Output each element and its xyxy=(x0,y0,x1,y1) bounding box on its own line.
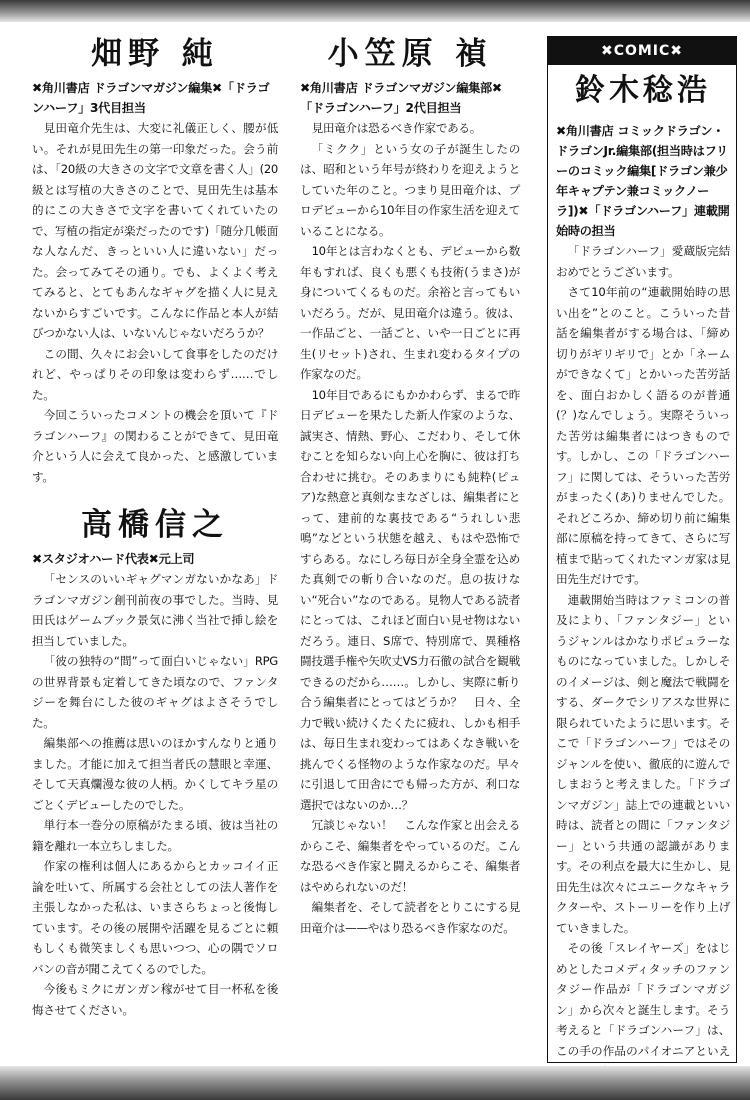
paragraph: 編集者を、そして読者をとりこにする見田竜介は——やはり恐るべき作家なのだ。 xyxy=(300,900,520,935)
paragraph: 10年目であるにもかかわらず、まるで昨日デビューを果たした新人作家のような、誠実さ、情熱、野心、こだわり、そして休むことを知らない向上心を胸に、彼は打ち合わせに挑む。そのあまりにも純粋(ピュア)な熱意と真剣なまなざしは、編集者にとって、建前的な裏技である“うれしい悲鳴”などという状態を越え、もはや恐怖ですらある。なにしろ毎日が全身全霊を込めた真剣での斬り合いなのだ。息の抜けない“死合い”なのである。見物人である読者にとっては、これほど面白い見せ物はないだろう。連日、S席で、特別席で、異種格闘技選手権や矢吹丈VS力石徹の試合を観戦できるのだから……。しかし、実際に斬り合う編集者にとってはどうか？ 日々、全力で戦い続けくたくたに疲れ、しかも相手は、毎日生まれ変わってはあくなき戦いを挑んでくる怪物のような作家なのだ。早々に引退して田舎にでも帰った方が、利口な選択ではないのか…？ xyxy=(300,387,520,812)
author-affiliation: ✖スタジオハード代表✖元上司 xyxy=(32,552,195,566)
paragraph: 作家の権利は個人にあるからとカッコイイ正論を吐いて、所属する会社としての法人著作を主張しなかった私は、いまさらちょっと後悔しています。その後の展開や活躍を見るごとに頼もしくも微笑ましくも思いつつ、心の隅でソロバンの音が聞こえてくるのでした。 xyxy=(32,859,278,976)
paragraph: 連載開始当時はファミコンの普及により、「ファンタジー」というジャンルはかなりポピュラーなものになっていました。しかしそのイメージは、剣と魔法で戦闘をする、ダークでシリアスな世界に限られていたように思います。そこで「ドラゴンハーフ」ではそのジャンルを使い、徹底的に遊んでしまおうと考えました。「ドラゴンマガジン」誌上での連載といい時は、読者との間に「ファンタジー」という共通の認識があります。その利点を最大に生かし、見田先生は次々にユニークなキャラクターや、ストーリーを作り上げていきました。 xyxy=(556,592,730,935)
paragraph: 単行本一巻分の原稿がたまる頃、彼は当社の籍を離れ一本立ちしました。 xyxy=(32,818,278,853)
paragraph: 今後もミクにガンガン稼がせて目一杯私を後悔させてください。 xyxy=(32,982,278,1017)
author-name: 高橋信之 xyxy=(81,507,229,543)
top-scan-band xyxy=(0,0,750,22)
column-hatano xyxy=(32,34,278,1020)
paragraph: さて10年前の“連載開始時の思い出を”とのこと。こういった昔話を編集者がする場合は、「締め切りがギリギリで」とか「ネームができなくて」とかいった苦労話を、面白おかしく語るのが普通(？)なんでしょう。実際そういった苦労は編集者にはつきものです。しかし、この「ドラゴンハーフ」に関しては、そういった苦労がまったく(あ)りませんでした。それどころか、締め切り前に編集部に原稿を持ってきて、さらに写植まで貼ってくれたマンガ家は見田先生だけです。 xyxy=(556,285,730,586)
author-name: 畑野 純 xyxy=(91,36,219,72)
column-ogasawara xyxy=(300,34,520,938)
column-suzuki-boxed xyxy=(547,36,737,1063)
paragraph: 「彼の独特の“間”って面白いじゃない」RPGの世界背景も定着してきた頃なので、ファンタジーを舞台にした彼のギャグはよさそうでした。 xyxy=(32,654,278,730)
paragraph: 10年とは言わなくとも、デビューから数年もすれば、良くも悪くも技術(うまさ)が身についてくるものだ。余裕と言ってもいいだろう。だが、見田竜介は違う。彼は、一作品ごと、一話ごと、いや一日ごとに再生(リセット)され、生まれ変わるタイプの作家なのだ。 xyxy=(300,244,520,381)
paragraph: その後「スレイヤーズ」をはじめとしたコメディタッチのファンタジー作品が「ドラゴンマガジン」から次々と誕生します。そう考えると「ドラゴンハーフ」は、この手の作品のパイオニアといえ xyxy=(556,941,730,1058)
paragraph: 見田竜介は恐るべき作家である。 xyxy=(311,121,482,135)
bottom-scan-band xyxy=(0,1066,750,1100)
paragraph: 「ドラゴンハーフ」愛蔵版完結おめでとうございます。 xyxy=(556,244,730,279)
paragraph: 編集部への推薦は思いのほかすんなりと通りました。才能に加えて担当者氏の慧眼と幸運、そして天真爛漫な彼の人柄。かくしてキラ星のごとくデビューしたのでした。 xyxy=(32,736,278,812)
comic-badge: ✖COMIC✖ xyxy=(548,37,736,65)
author-affiliation: ✖角川書店 ドラゴンマガジン編集✖「ドラゴンハーフ」3代目担当 xyxy=(32,81,270,115)
author-affiliation: ✖角川書店 ドラゴンマガジン編集部✖「ドラゴンハーフ」2代目担当 xyxy=(300,81,502,115)
paragraph: 今回こういったコメントの機会を頂いて『ドラゴンハーフ』の関わることができて、見田竜介という人に会えて良かった、と感激しています。 xyxy=(32,408,278,484)
paragraph: この間、久々にお会いして食事をしたのだけれど、やっぱりその印象は変わらず……でした。 xyxy=(32,346,278,402)
paragraph: 「センスのいいギャグマンガないかなあ」ドラゴンマガジン創刊前夜の事でした。当時、見田氏はゲームブック景気に沸く当社で挿し絵を担当していました。 xyxy=(32,572,278,648)
paragraph: 冗談じゃない！ こんな作家と出会えるからこそ、編集者をやっているのだ。こんな恐るべき作家と闘えるからこそ、編集者はやめられないのだ！ xyxy=(300,818,520,894)
author-name: 小笠原 禎 xyxy=(327,36,493,72)
paragraph: 「ミクク」という女の子が誕生したのは、昭和という年号が終わりを迎えようとしていた年のこと。つまり見田竜介は、プロデビューから10年目の作家生活を迎えていることになる。 xyxy=(300,141,520,238)
paragraph: 見田竜介先生は、大変に礼儀正しく、腰が低い。それが見田先生の第一印象だった。会う前は、「20級の大きさの文字で文章を書く人」(20級とは写植の大きさのことで、見田先生は基本的にこの大きさで文字を書いてくれていたので、写植の指定が楽だったのです)「随分几帳面な人なんだ、きっといい人に違いない」だった。会ってみてその通り。でも、よくよく考えてみると、とてもあんなギャグを描く人に見えないからすごいです。こんなに作品と本人が結びつかない人は、いないんじゃないだろうか？ xyxy=(32,121,278,340)
author-affiliation: ✖角川書店 コミックドラゴン・ドラゴンJr.編集部(担当時はフリーのコミック編集[ドラゴン兼少年キャプテン兼コミックノーラ])✖「ドラゴンハーフ」連載開始時の担当 xyxy=(556,124,730,238)
section-takahashi xyxy=(32,505,278,1020)
author-name: 鈴木稔浩 xyxy=(575,73,711,108)
